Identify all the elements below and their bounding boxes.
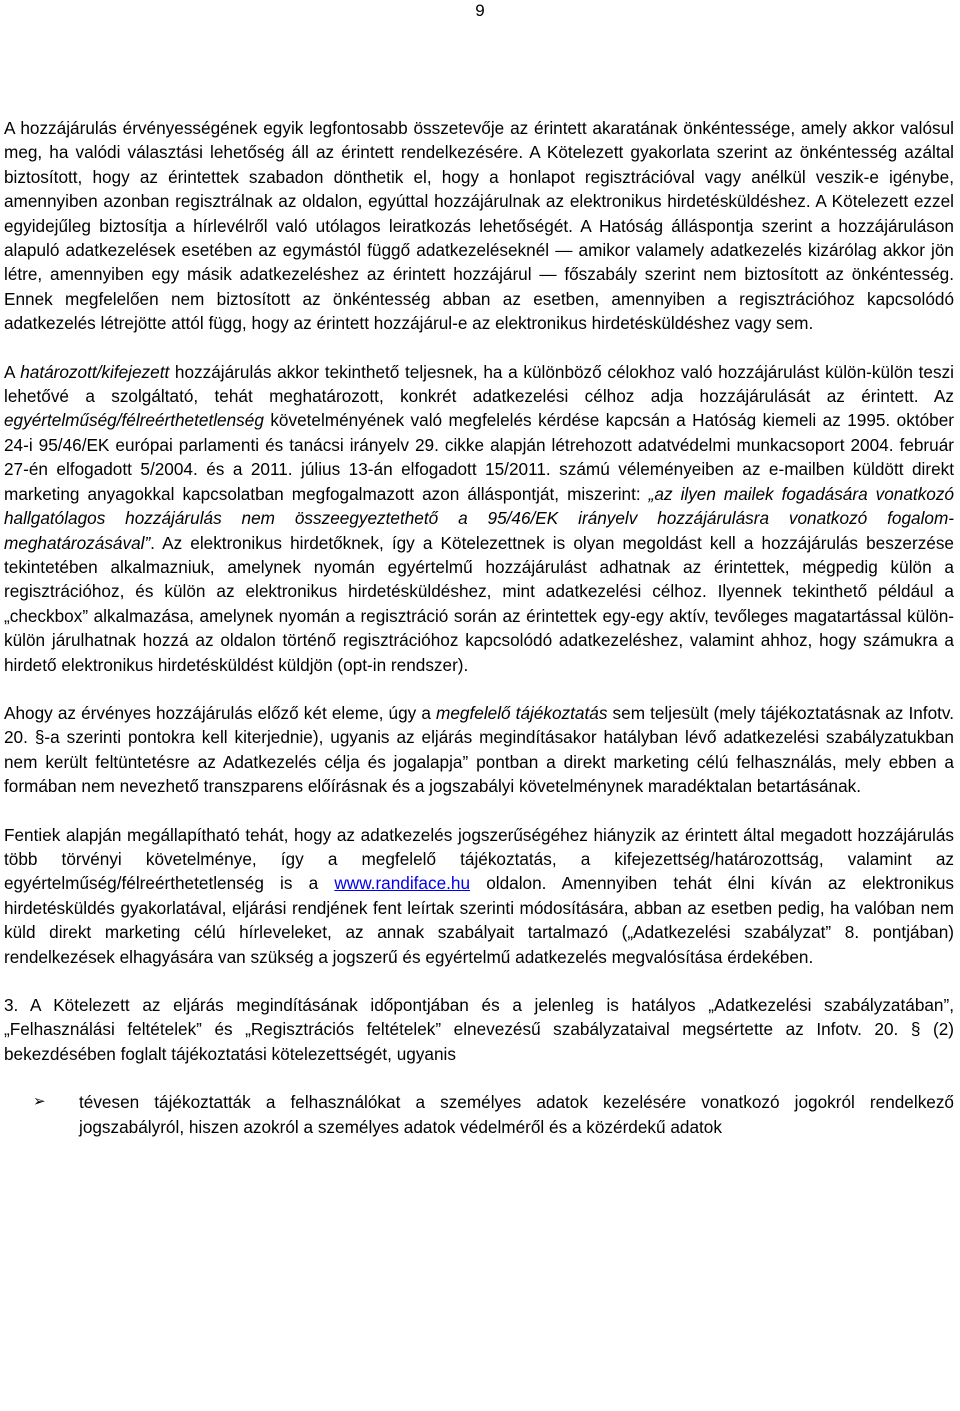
paragraph-conclusion xyxy=(4,823,954,969)
text-run: követelményének való megfelelés kérdése kapcsán a Hatóság kiemeli az 1995. október 24-i 95/46/EK európai parlamenti és tanácsi irányelv 29. cikke alapján létrehozott adatvédelmi munkacsoport 2004. február 27-én elfogadott 5/2004. és a 2011. július 13-án elfogadott 15/2011. számú véleményeiben az e-mailben küldött direkt marketing anyagokkal kapcsolatban megfogalmazott azon álláspontját, miszerint: xyxy=(4,410,954,504)
paragraph-explicit-consent xyxy=(4,360,954,677)
text-run: A xyxy=(4,361,21,382)
paragraph-information xyxy=(4,701,954,799)
bullet-list xyxy=(4,1090,954,1139)
text-run: . Az elektronikus hirdetőknek, így a Kötelezettnek is olyan megoldást kell a hozzájárulás beszerzése tekintetében alkalmazniuk, amelynek nyomán egyértelmű hozzájárulást adhatnak az érintettek, mégpedig külön a regisztrációhoz, és külön az elektronikus hirdetésküldéshez, mint adatkezelési célhoz. Ilyennek tekinthető például a „checkbox” alkalmazása, amelynek nyomán a regisztráció során az érintettek egy-egy aktív, tevőleges magatartással külön-külön járulhatnak hozzá az oldalon történő regisztrációhoz kapcsolódó adatkezeléshez, valamint ahhoz, hogy számukra a hirdető elektronikus hirdetésküldést küldjön (opt-in rendszer). xyxy=(4,532,954,675)
quoted-opinion: „az ilyen mailek fogadására vonatkozó hallgatólagos hozzájárulás nem összeegyeztethető a 95/46/EK irányelv hozzájárulásra vonatkozó fogalom-meghatározásával” xyxy=(4,483,954,553)
emphasis-unambiguous: egyértelműség/félreérthetetlenség xyxy=(4,410,264,431)
list-item xyxy=(4,1090,954,1139)
text-run: sem teljesült (mely tájékoztatásnak az Infotv. 20. §-a szerinti pontokra kell kiterjednie), ugyanis az eljárás megindításakor hatályban lévő adatkezelési szabályzatukban nem került feltüntetésre az Adatkezelés célja és jogalapja” pontban a direkt marketing célú felhasználás, mely ebben a formában nem nevezhető transzparens előírásnak és a jogszabályi követelménynek maradéktalan betartásának. xyxy=(4,702,954,797)
website-link[interactable]: www.randiface.hu xyxy=(334,873,471,894)
text-run: Fentiek alapján megállapítható tehát, hogy az adatkezelés jogszerűségéhez hiányzik az érintett által megadott hozzájárulás több törvényi követelménye, így a megfelelő tájékoztatás, a kifejezettség/határozottság, valamint az egyértelműség/félreérthetetlenség is a xyxy=(4,824,954,894)
list-item-text: tévesen tájékoztatták a felhasználókat a személyes adatok kezelésére vonatkozó jogokról rendelkező jogszabályról, hiszen azokról a személyes adatok védelméről és a közérdekű adatok xyxy=(79,1092,954,1137)
page-number: 9 xyxy=(475,1,485,20)
text-run: Ahogy az érvényes hozzájárulás előző két eleme, úgy a xyxy=(4,702,437,723)
paragraph-voluntariness: A hozzájárulás érvényességének egyik legfontosabb összetevője az érintett akaratának önkéntessége, amely akkor valósul meg, ha valódi választási lehetőség áll az érintett rendelkezésére. A Kötelezett gyakorlata szerint az önkéntesség azáltal biztosított, hogy az érintettek szabadon dönthetik el, hogy a honlapot regisztrációval vagy anélkül veszik-e igénybe, amennyiben azonban regisztrálnak az oldalon, egyúttal hozzájárulnak az elektronikus hirdetésküldéshez. A Kötelezett ezzel egyidejűleg biztosítja a hírlevélről való utólagos leiratkozás lehetőségét. A Hatóság álláspontja szerint a hozzájáruláson alapuló adatkezelések esetében az egymástól függő adatkezeléseknél — amikor valamely adatkezelés kizárólag akkor jön létre, amennyiben egy másik adatkezeléshez az érintett hozzájárul — főszabály szerint nem biztosított az önkéntesség. Ennek megfelelően nem biztosított az önkéntesség abban az esetben, amennyiben a regisztrációhoz kapcsolódó adatkezelés létrejötte attól függ, hogy az érintett hozzájárul-e az elektronikus hirdetésküldéshez vagy sem. xyxy=(4,118,954,334)
emphasis-information: megfelelő tájékoztatás xyxy=(436,702,608,723)
document-body xyxy=(4,116,954,1139)
text-run: hozzájárulás akkor tekinthető teljesnek, ha a különböző célokhoz való hozzájárulást külön-külön teszi lehetővé a szolgáltató, tehát meghatározott, konkrét adatkezelési célhoz adja hozzájárulását az érintett. Az xyxy=(4,361,954,407)
text-run: oldalon. Amennyiben tehát élni kíván az elektronikus hirdetésküldés gyakorlatával, eljárási rendjének fent leírtak szerinti módosítására, abban az esetben pedig, ha valóban nem küld direkt marketing célú hírleveleket, az annak szabályait tartalmazó („Adatkezelési szabályzat” 8. pontjában) rendelkezések elhagyására van szükség a jogszerű és egyértelmű adatkezelés megvalósítása érdekében. xyxy=(4,873,954,967)
paragraph-point-3: 3. A Kötelezett az eljárás megindításának időpontjában és a jelenleg is hatályos „Adatkezelési szabályzatában”, „Felhasználási feltételek” és „Regisztrációs feltételek” elnevezésű szabályzataival megsértette az Infotv. 20. § (2) bekezdésében foglalt tájékoztatási kötelezettségét, ugyanis xyxy=(4,995,954,1064)
emphasis-explicit: határozott/kifejezett xyxy=(20,361,170,382)
arrow-bullet-icon: ➢ xyxy=(33,1093,46,1111)
